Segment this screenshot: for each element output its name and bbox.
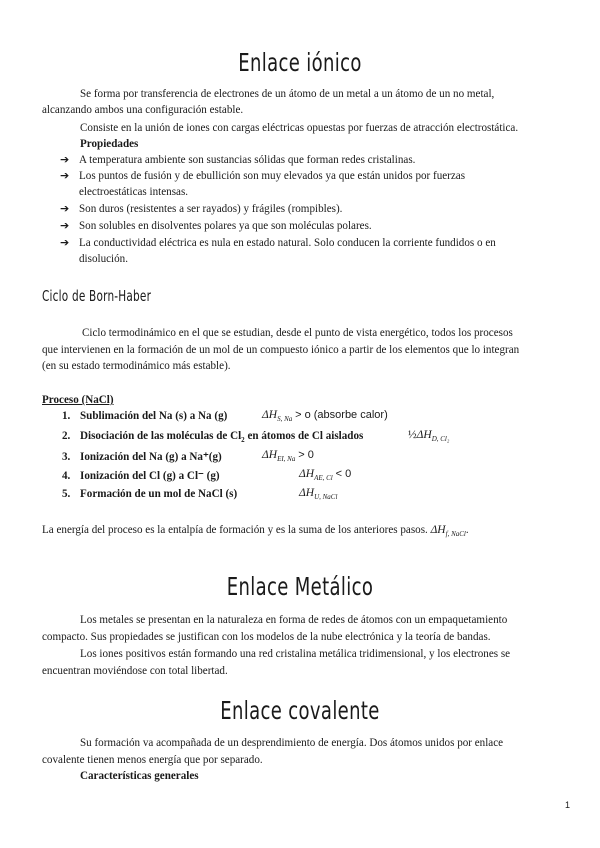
covalente-paragraph-line-1: Su formación va acompañada de un desprendimiento de energía. Dos átomos unidos por enlace — [80, 737, 504, 749]
property-item: Son duros (resistentes a ser rayados) y frágiles (rompibles). — [79, 203, 343, 215]
enthalpy-formula: $\Delta H_{U, NaCl}$ — [299, 487, 338, 501]
title-enlace-ionico: Enlace iónico — [238, 48, 362, 77]
title-enlace-covalente: Enlace covalente — [220, 696, 380, 725]
property-item: La conductividad eléctrica es nula en estado natural. Solo conducen la corriente fundidos o en — [79, 237, 496, 249]
born-haber-paragraph-line-1: Ciclo termodinámico en el que se estudian, desde el punto de vista energético, todos los procesos — [82, 327, 513, 339]
process-step: 5. Formación de un mol de NaCl (s) — [62, 488, 238, 500]
metalico-paragraph-2-line-2: encuentran moviéndose con total libertad. — [42, 665, 228, 677]
bullet-arrow-icon: ➔ — [60, 219, 70, 232]
process-heading: Proceso (NaCl) — [42, 394, 114, 406]
property-item: A temperatura ambiente son sustancias sólidas que forman redes cristalinas. — [79, 154, 416, 166]
ionico-paragraph-2: Consiste en la unión de iones con cargas eléctricas opuestas por fuerzas de atracción electrostática. — [80, 122, 519, 134]
property-item-continuation: electroestáticas intensas. — [79, 186, 189, 198]
process-step: 2. Disociación de las moléculas de $Cl_2$ en átomos de Cl aislados — [62, 430, 364, 444]
enthalpy-formula: $\Delta H_{AE, Cl} < 0$ — [299, 468, 352, 482]
bullet-arrow-icon: ➔ — [60, 236, 70, 249]
subtitle-born-haber: Ciclo de Born-Haber — [42, 287, 152, 305]
page-number: 1 — [564, 800, 570, 810]
process-step: 4. Ionización del Cl (g) a Cl⁻ (g) — [62, 470, 220, 482]
title-enlace-metalico: Enlace Metálico — [226, 572, 374, 601]
enthalpy-formula: $\Delta H_{EI, Na} > 0$ — [262, 449, 314, 463]
covalente-characteristics-heading: Características generales — [80, 770, 199, 782]
ionico-paragraph-1-line-1: Se forma por transferencia de electrones de un átomo de un metal a un átomo de un no metal, — [80, 88, 495, 100]
born-haber-conclusion: La energía del proceso es la entalpía de formación y es la suma de los anteriores pasos. $\Delta H_{f, NaCl}$. — [42, 524, 469, 538]
bullet-arrow-icon: ➔ — [60, 202, 70, 215]
bullet-arrow-icon: ➔ — [60, 169, 70, 182]
enthalpy-formula: $\frac{1}{2}\Delta H_{D, Cl_2}$ — [408, 429, 450, 443]
born-haber-paragraph-line-3: (en su estado termodinámico más estable). — [42, 360, 231, 372]
covalente-paragraph-line-2: covalente tienen menos energía que por separado. — [42, 754, 263, 766]
ionico-paragraph-1-line-2: alcanzando ambos una configuración estable. — [42, 104, 244, 116]
born-haber-paragraph-line-2: que intervienen en la formación de un mol de un compuesto iónico a partir de los elementos que lo integran — [42, 344, 520, 356]
property-item-continuation: disolución. — [79, 253, 128, 265]
bullet-arrow-icon: ➔ — [60, 153, 70, 166]
process-step: 1. Sublimación del Na (s) a Na (g) — [62, 410, 228, 422]
property-item: Son solubles en disolventes polares ya que son moléculas polares. — [79, 220, 372, 232]
metalico-paragraph-2-line-1: Los iones positivos están formando una red cristalina metálica tridimensional, y los electrones se — [80, 648, 511, 660]
metalico-paragraph-1-line-2: compacto. Sus propiedades se justifican con los modelos de la nube electrónica y la teoría de bandas. — [42, 631, 491, 643]
metalico-paragraph-1-line-1: Los metales se presentan en la naturaleza en forma de redes de átomos con un empaquetamiento — [80, 614, 508, 626]
properties-heading: Propiedades — [80, 138, 139, 150]
property-item: Los puntos de fusión y de ebullición son muy elevados ya que están unidos por fuerzas — [79, 170, 466, 182]
process-step: 3. Ionización del Na (g) a Na⁺(g) — [62, 451, 222, 463]
enthalpy-formula: $\Delta H_{S, Na} > o$ (absorbe calor) — [262, 409, 388, 423]
